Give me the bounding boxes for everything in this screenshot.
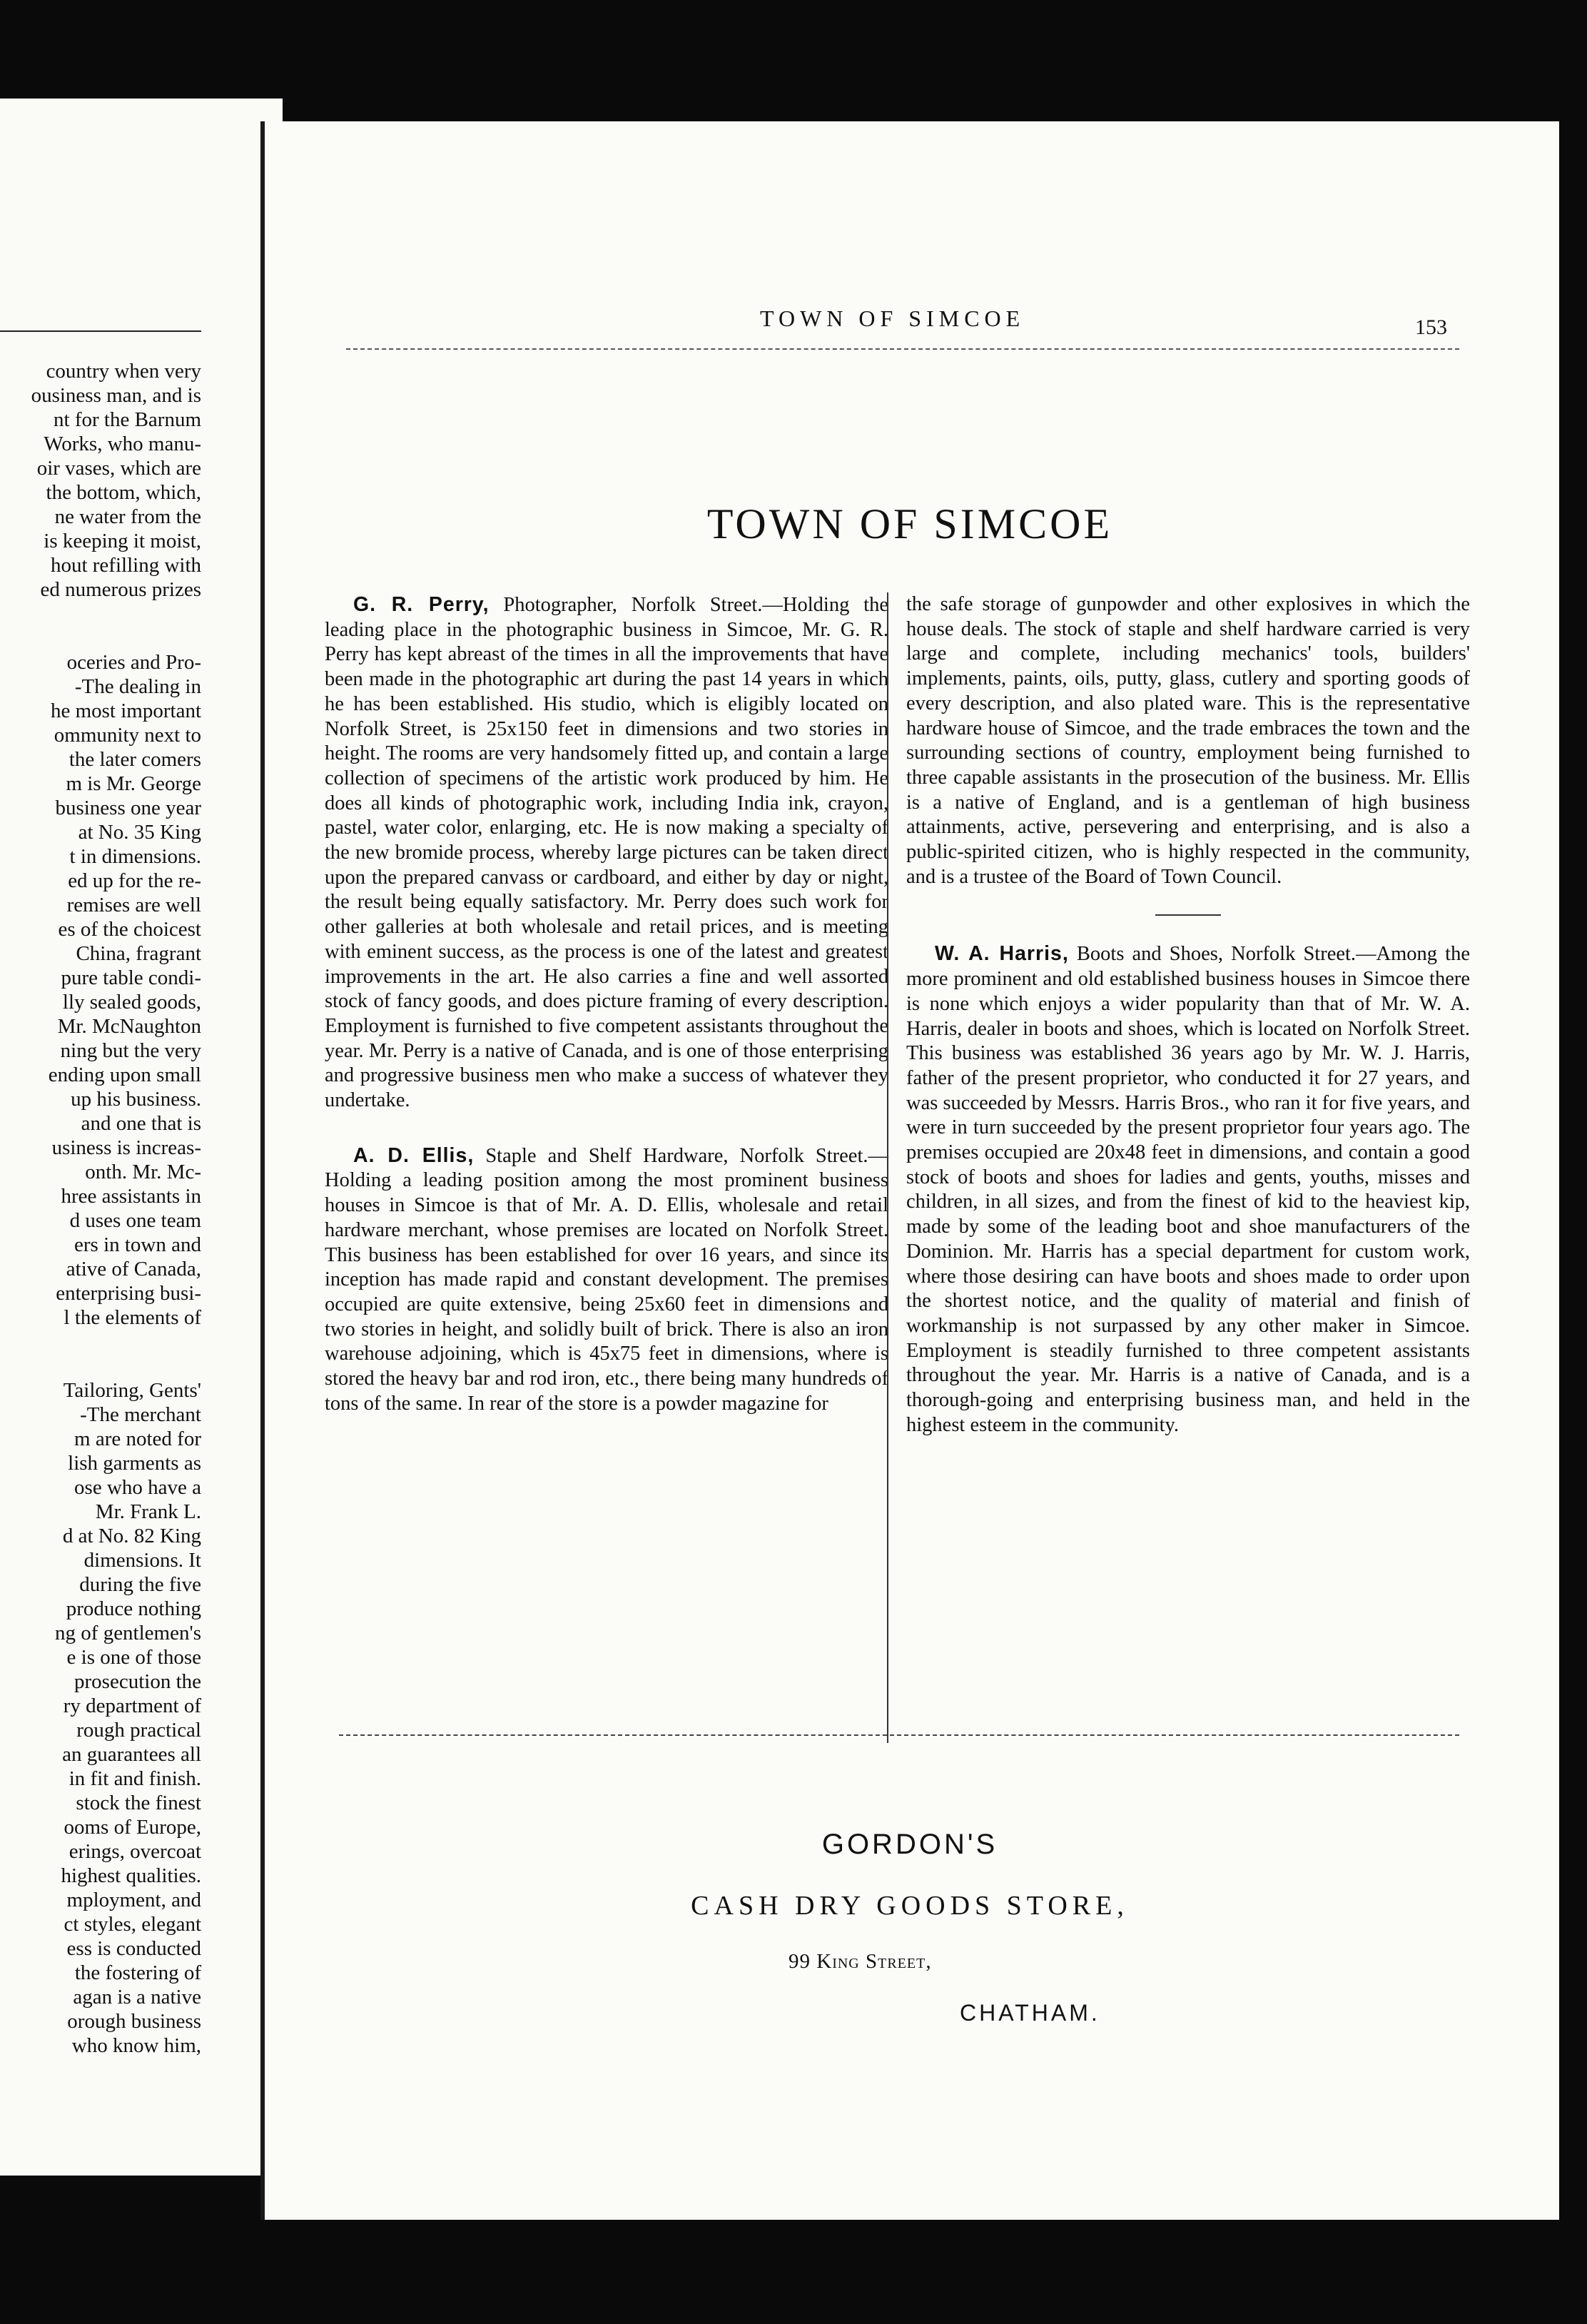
- left-page-line: China, fragrant: [76, 942, 201, 965]
- column-right: [906, 592, 1470, 1438]
- left-page-line: produce nothing: [66, 1597, 201, 1620]
- left-page-line: and one that is: [81, 1112, 201, 1135]
- left-page-line: he most important: [50, 699, 201, 722]
- left-page-line: remises are well: [66, 894, 201, 916]
- left-page-line: the later comers: [69, 748, 201, 771]
- left-page-line: business one year: [55, 797, 201, 819]
- left-page-line: agan is a native: [73, 1986, 201, 2009]
- header-rule: [346, 348, 1459, 350]
- left-page-line: ed numerous prizes: [40, 578, 201, 601]
- entry-name: W. A. Harris,: [935, 942, 1069, 966]
- left-page-line: t in dimensions.: [69, 845, 201, 868]
- left-page-line: ommunity next to: [54, 724, 201, 747]
- entry-harris: [906, 941, 1470, 1438]
- left-page-line: an guarantees all: [62, 1743, 201, 1766]
- left-page-line: dimensions. It: [83, 1549, 201, 1572]
- column-divider: [887, 592, 888, 1743]
- left-page-line: onth. Mr. Mc-: [85, 1161, 201, 1183]
- entry-separator: [1155, 914, 1221, 916]
- left-page-line: Mr. Frank L.: [95, 1500, 201, 1523]
- left-page-line: ose who have a: [74, 1476, 201, 1499]
- left-page-line: ning but the very: [60, 1039, 201, 1062]
- left-page-line: the fostering of: [74, 1961, 201, 1984]
- left-page-line: d uses one team: [69, 1209, 201, 1232]
- left-page-line: oir vases, which are: [36, 457, 201, 480]
- left-page-line: -The dealing in: [74, 675, 201, 698]
- left-page-line: -The merchant: [80, 1403, 201, 1426]
- page-number: 153: [1415, 315, 1447, 339]
- left-page-line: at No. 35 King: [78, 821, 201, 844]
- entry-gap: [325, 1113, 888, 1143]
- left-page-line: mployment, and: [66, 1889, 201, 1911]
- left-page-line: during the five: [79, 1573, 201, 1596]
- left-page-line: hout refilling with: [50, 554, 201, 577]
- left-page-line: ry department of: [63, 1694, 201, 1717]
- page: [260, 121, 1559, 2220]
- left-page-line: pure table condi-: [61, 966, 201, 989]
- left-page-line: Works, who manu-: [44, 433, 201, 455]
- left-page-line: oceries and Pro-: [66, 651, 201, 674]
- left-page-line: Tailoring, Gents': [63, 1379, 201, 1402]
- left-page-line: l the elements of: [64, 1306, 201, 1329]
- entry-ellis: [325, 1143, 888, 1417]
- entry-text: Staple and Shelf Hardware, Norfolk Street.—Holding a leading position among the most prominent business houses in Simcoe is that of Mr. A. D. Ellis, wholesale and retail hardware merchant, whose premises are located on Norfolk Street. This business has been established for over 16 years, and since its inception has made rapid and constant development. The premises occupied are quite extensive, being 25x60 feet in dimensions and two stories in height, and solidly built of brick. There is also an iron warehouse adjoining, which is 45x75 feet in dimensions, where is stored the heavy bar and rod iron, etc., there being many hundreds of tons of the same. In rear of the store is a powder magazine for: [325, 1144, 888, 1415]
- entry-name: A. D. Ellis,: [353, 1143, 475, 1167]
- left-page-line: ed up for the re-: [68, 869, 201, 892]
- left-page-line: enterprising busi-: [56, 1282, 201, 1305]
- left-page-line: the bottom, which,: [46, 481, 201, 504]
- left-page-line: ct styles, elegant: [64, 1913, 201, 1936]
- left-page-line: ending upon small: [48, 1064, 201, 1086]
- left-page-line: ess is conducted: [66, 1937, 201, 1960]
- advertisement-address: 99 King Street,: [789, 1950, 932, 1973]
- left-page-line: m are noted for: [74, 1428, 201, 1450]
- left-page-line: d at No. 82 King: [62, 1525, 201, 1547]
- left-page-line: e is one of those: [66, 1646, 201, 1669]
- left-page-line: ooms of Europe,: [64, 1816, 201, 1839]
- left-page-line: stock the finest: [76, 1792, 201, 1814]
- page-title: TOWN OF SIMCOE: [706, 500, 1113, 547]
- column-left: [325, 592, 888, 1417]
- left-page-line: ative of Canada,: [66, 1258, 201, 1280]
- advertisement-name: GORDON'S: [821, 1829, 998, 1860]
- left-page-line: lish garments as: [68, 1452, 201, 1475]
- running-header: TOWN OF SIMCOE: [760, 305, 1025, 331]
- left-page-line: usiness is increas-: [51, 1136, 201, 1159]
- left-page-line: prosecution the: [74, 1670, 201, 1693]
- entry-name: G. R. Perry,: [353, 593, 490, 616]
- advertisement-rule: [339, 1734, 1459, 1736]
- entry-perry: [325, 592, 888, 1113]
- left-page-line: orough business: [67, 2010, 201, 2033]
- left-page-line: ne water from the: [54, 505, 201, 528]
- left-page-line: m is Mr. George: [66, 772, 201, 795]
- left-page-rule: [0, 330, 201, 332]
- left-page-line: hree assistants in: [61, 1185, 201, 1208]
- left-page-line: highest qualities.: [61, 1864, 201, 1887]
- left-page-line: ng of gentlemen's: [55, 1622, 201, 1645]
- left-page-line: rough practical: [76, 1719, 201, 1742]
- left-page-line: ousiness man, and is: [31, 384, 201, 407]
- entry-text: Boots and Shoes, Norfolk Street.—Among the more prominent and old established business houses in Simcoe there is none which enjoys a wider popularity than that of Mr. W. A. Harris, dealer in boots and shoes, which is located on Norfolk Street. This business was established 36 years ago by Mr. W. J. Harris, father of the present proprietor, who conducted it for 27 years, and was succeeded by Messrs. Harris Bros., who ran it for five years, and were in turn succeeded by the present proprietor four years ago. The premises occupied are 20x48 feet in dimensions, and contain a good stock of boots and shoes for ladies and gents, youths, misses and children, in all sizes, and from the finest of kid to the heaviest kip, made by some of the leading boot and shoe manufacturers of the Dominion. Mr. Harris has a special department for custom work, where those desiring can have boots and shoes made to order upon the shortest notice, and the quality of material and finish of workmanship is not surpassed by any other maker in Simcoe. Employment is steadily furnished to three competent assistants throughout the year. Mr. Harris is a native of Canada, and is a thorough-going and enterprising business man, and held in the highest esteem in the community.: [906, 943, 1470, 1436]
- entry-ellis-continued: the safe storage of gunpowder and other explosives in which the house deals. The stock of staple and shelf hardware carried is very large and complete, including mechanics' tools, builders' implements, paints, oils, putty, glass, cutlery and sporting goods of every description, and also plated ware. This is the representative hardware house of Simcoe, and the trade embraces the town and the surrounding sections of country, employment being furnished to three capable assistants in the prosecution of the business. Mr. Ellis is a native of England, and is a gentleman of high business attainments, active, persevering and enterprising, and is also a public-spirited citizen, who is highly respected in the community, and is a trustee of the Board of Town Council.: [906, 593, 1470, 888]
- left-page-line: lly sealed goods,: [62, 991, 201, 1014]
- advertisement-store: CASH DRY GOODS STORE,: [691, 1891, 1129, 1921]
- left-page-line: ers in town and: [74, 1233, 201, 1256]
- left-page-line: Mr. McNaughton: [57, 1015, 201, 1038]
- advertisement-city: CHATHAM.: [960, 2000, 1100, 2026]
- left-page-line: erings, overcoat: [69, 1840, 201, 1863]
- left-page-line: in fit and finish.: [69, 1767, 201, 1790]
- left-page-line: up his business.: [71, 1088, 201, 1111]
- left-page-line: who know him,: [71, 2034, 201, 2057]
- left-page-line: es of the choicest: [58, 918, 201, 941]
- left-page-line: nt for the Barnum: [54, 408, 201, 431]
- entry-text: Photographer, Norfolk Street.—Holding the leading place in the photographic business in Simcoe, Mr. G. R. Perry has kept abreast of the times in all the improvements that have been made in the photographic art during the past 14 years in which he has been established. His studio, which is eligibly located on Norfolk Street, is 25x150 feet in dimensions and two stories in height. The rooms are very handsomely fitted up, and contain a large collection of specimens of the artistic work produced by him. He does all kinds of photographic work, including India ink, crayon, pastel, water color, enlarging, etc. He is now making a specialty of the new bromide process, whereby large pictures can be taken direct upon the prepared canvass or cardboard, and either by day or night, the result being equally satisfactory. Mr. Perry does such work for other galleries at both wholesale and retail prices, and is meeting with eminent success, as the process is one of the latest and greatest improvements in the art. He also carries a fine and well assorted stock of fancy goods, and does picture framing of every description. Employment is furnished to five competent assistants throughout the year. Mr. Perry is a native of Canada, and is one of those enterprising and progressive business men who make a success of whatever they undertake.: [325, 594, 888, 1112]
- left-page-line: is keeping it moist,: [44, 530, 201, 552]
- left-facing-page: [0, 98, 283, 2176]
- left-page-line: country when very: [46, 360, 201, 383]
